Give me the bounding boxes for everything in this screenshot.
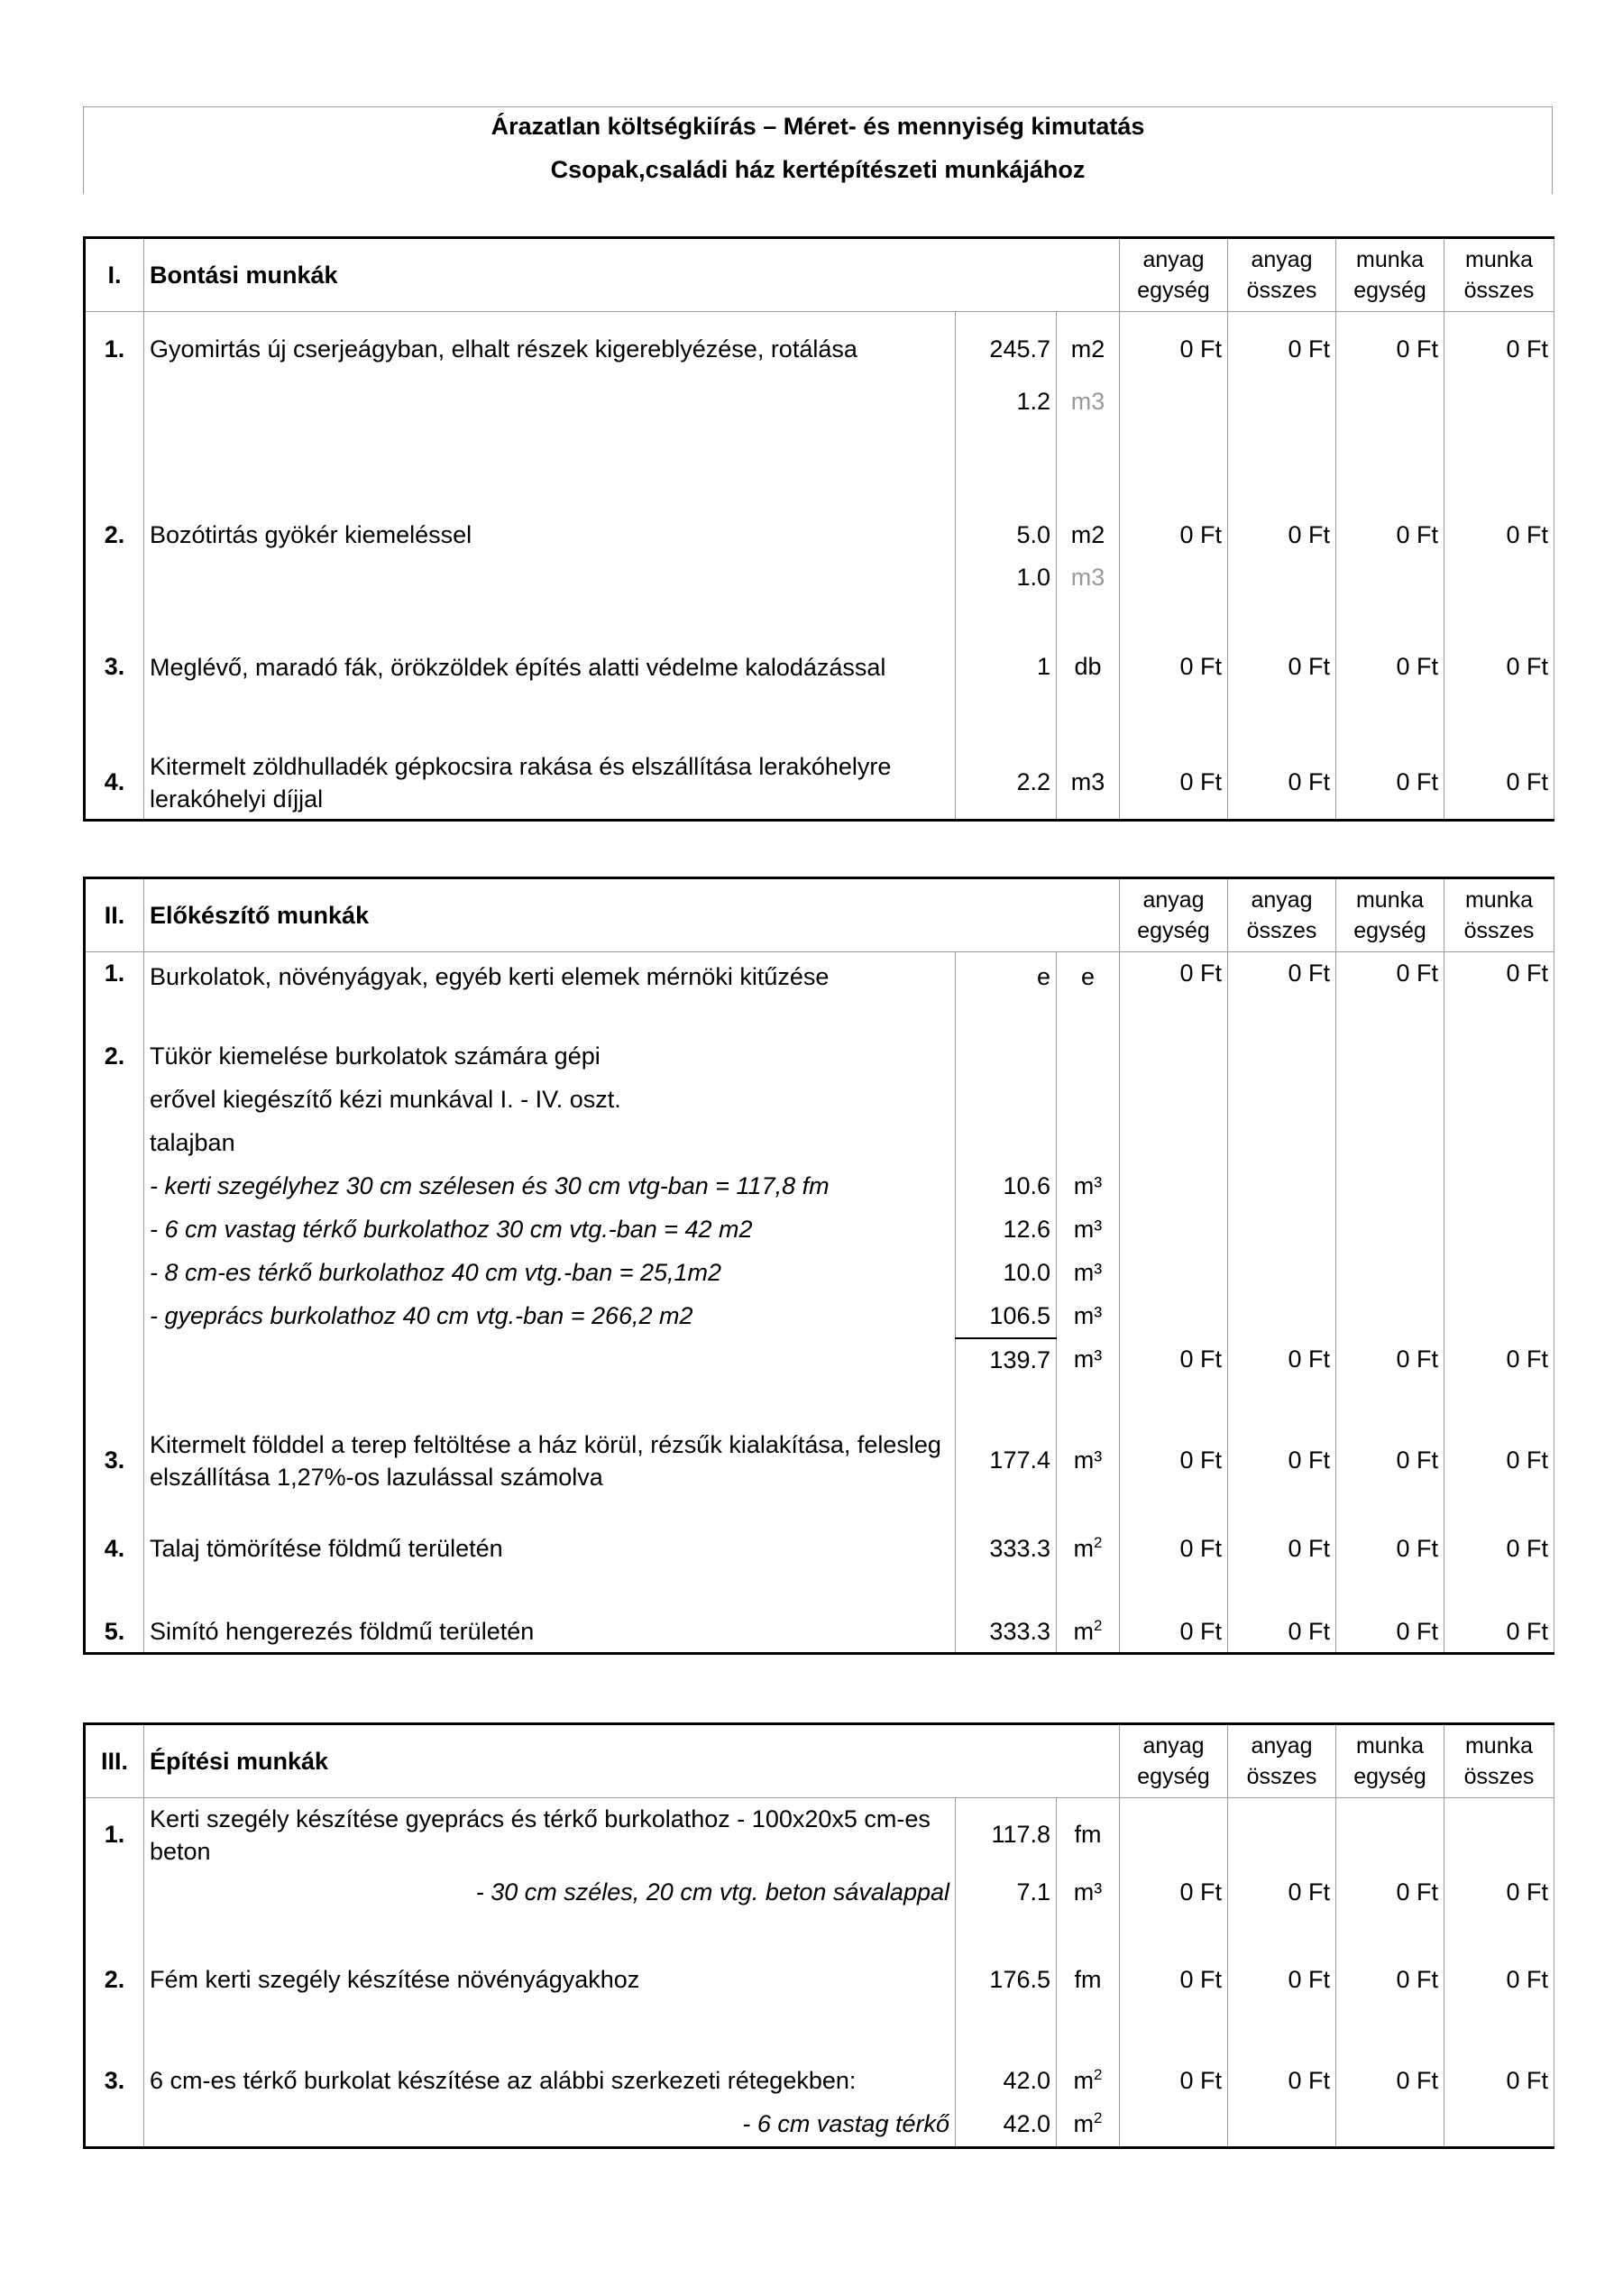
table-row — [85, 514, 1554, 557]
table-row-subtotal — [85, 1338, 1554, 1382]
anyag-osszes-value: 0 Ft — [1228, 1423, 1336, 1499]
anyag-egyseg-value: 0 Ft — [1120, 1612, 1228, 1654]
item-unit: $m^2$ — [1057, 2060, 1120, 2103]
section-header — [85, 878, 1554, 952]
document-subtitle: Csopak,családi ház kertépítészeti munkájához — [550, 156, 1086, 183]
item-unit: fm — [1057, 1959, 1120, 2002]
table-row — [85, 629, 1554, 705]
item-description: Kerti szegély készítése gyeprács és térkő burkolathoz - 100x20x5 cm-es beton — [144, 1798, 956, 1872]
col-header-munka-osszes: munka összes — [1444, 878, 1554, 952]
section-title: Bontási munkák — [144, 238, 1120, 312]
item-description: - kerti szegélyhez 30 cm szélesen és 30 cm vtg-ban = 117,8 fm — [144, 1165, 956, 1208]
table-row — [85, 952, 1554, 1003]
section-number: I. — [85, 238, 144, 312]
item-description: Burkolatok, növényágyak, egyéb kerti elemek mérnöki kitűzése — [144, 952, 956, 1003]
item-quantity: 117.8 — [956, 1798, 1057, 1872]
item-number: 3. — [85, 2060, 144, 2103]
munka-egyseg-value: 0 Ft — [1336, 2060, 1444, 2103]
anyag-osszes-value: 0 Ft — [1228, 952, 1336, 1003]
item-description: Gyomirtás új cserjeágyban, elhalt részek kigereblyézése, rotálása — [144, 312, 956, 388]
munka-osszes-value: 0 Ft — [1444, 1959, 1554, 2002]
table-row — [85, 1612, 1554, 1654]
item-description: talajban — [144, 1122, 956, 1165]
munka-egyseg-value: 0 Ft — [1336, 1526, 1444, 1573]
munka-osszes-value: 0 Ft — [1444, 629, 1554, 705]
item-number: 2. — [85, 1035, 144, 1079]
document-title: Árazatlan költségkiírás – Méret- és mennyiség kimutatás — [491, 113, 1145, 140]
item-unit: m2 — [1057, 514, 1120, 557]
table-row — [85, 557, 1554, 599]
table-row — [85, 1423, 1554, 1499]
munka-osszes-value: 0 Ft — [1444, 747, 1554, 821]
section-bontasi-table — [83, 236, 1554, 822]
item-number: 4. — [85, 1526, 144, 1573]
table-row — [85, 1122, 1554, 1165]
item-unit: $m^2$ — [1057, 1526, 1120, 1573]
table-row — [85, 1295, 1554, 1338]
item-number: 4. — [85, 747, 144, 821]
section-epitesi-table — [83, 1722, 1554, 2149]
table-row — [85, 1208, 1554, 1252]
anyag-egyseg-value: 0 Ft — [1120, 629, 1228, 705]
munka-egyseg-value: 0 Ft — [1336, 1423, 1444, 1499]
col-header-munka-osszes: munka összes — [1444, 238, 1554, 312]
document-title-box — [83, 106, 1553, 194]
munka-osszes-value: 0 Ft — [1444, 1338, 1554, 1382]
table-row — [85, 1252, 1554, 1295]
col-header-anyag-osszes: anyag összes — [1228, 878, 1336, 952]
item-quantity: 10.0 — [956, 1252, 1057, 1295]
section-number: III. — [85, 1724, 144, 1798]
table-row — [85, 312, 1554, 388]
item-number: 2. — [85, 514, 144, 557]
anyag-egyseg-value: 0 Ft — [1120, 514, 1228, 557]
col-header-anyag-egyseg: anyag egység — [1120, 238, 1228, 312]
item-quantity: 333.3 — [956, 1612, 1057, 1654]
anyag-osszes-value: 0 Ft — [1228, 2060, 1336, 2103]
item-quantity: 177.4 — [956, 1423, 1057, 1499]
item-number: 1. — [85, 1798, 144, 1872]
item-unit: m³ — [1057, 1872, 1120, 1914]
item-unit: m³ — [1057, 1208, 1120, 1252]
munka-egyseg-value: 0 Ft — [1336, 312, 1444, 388]
item-quantity: 333.3 — [956, 1526, 1057, 1573]
munka-egyseg-value: 0 Ft — [1336, 1872, 1444, 1914]
anyag-egyseg-value: 0 Ft — [1120, 312, 1228, 388]
item-description: - 8 cm-es térkő burkolathoz 40 cm vtg.-ban = 25,1m2 — [144, 1252, 956, 1295]
table-row — [85, 1079, 1554, 1122]
item-number: 2. — [85, 1959, 144, 2002]
item-description: Bozótirtás gyökér kiemeléssel — [144, 514, 956, 557]
item-unit: m³ — [1057, 1252, 1120, 1295]
item-description: Simító hengerezés földmű területén — [144, 1612, 956, 1654]
table-row — [85, 1959, 1554, 2002]
table-row — [85, 1872, 1554, 1914]
anyag-egyseg-value: 0 Ft — [1120, 2060, 1228, 2103]
anyag-egyseg-value: 0 Ft — [1120, 1526, 1228, 1573]
item-unit: db — [1057, 629, 1120, 705]
col-header-anyag-egyseg: anyag egység — [1120, 1724, 1228, 1798]
munka-osszes-value: 0 Ft — [1444, 2060, 1554, 2103]
item-description: - 6 cm vastag térkő burkolathoz 30 cm vtg.-ban = 42 m2 — [144, 1208, 956, 1252]
item-quantity: 1 — [956, 629, 1057, 705]
item-quantity: 7.1 — [956, 1872, 1057, 1914]
table-row — [85, 1165, 1554, 1208]
item-description: erővel kiegészítő kézi munkával I. - IV. oszt. — [144, 1079, 956, 1122]
anyag-egyseg-value: 0 Ft — [1120, 1338, 1228, 1382]
anyag-osszes-value: 0 Ft — [1228, 1959, 1336, 2002]
col-header-munka-egyseg: munka egység — [1336, 238, 1444, 312]
item-unit: m³ — [1057, 1338, 1120, 1382]
item-number: 1. — [85, 952, 144, 1003]
munka-osszes-value: 0 Ft — [1444, 1423, 1554, 1499]
munka-egyseg-value: 0 Ft — [1336, 1338, 1444, 1382]
col-header-munka-osszes: munka összes — [1444, 1724, 1554, 1798]
item-number: 3. — [85, 1423, 144, 1499]
item-quantity: 10.6 — [956, 1165, 1057, 1208]
section-header — [85, 238, 1554, 312]
munka-egyseg-value: 0 Ft — [1336, 747, 1444, 821]
item-quantity: 42.0 — [956, 2103, 1057, 2148]
munka-egyseg-value: 0 Ft — [1336, 629, 1444, 705]
item-description: Kitermelt földdel a terep feltöltése a ház körül, rézsűk kialakítása, felesleg elszállítása 1,27%-os lazulással számolva — [144, 1423, 956, 1499]
item-quantity: 1.2 — [956, 388, 1057, 424]
item-quantity: 12.6 — [956, 1208, 1057, 1252]
anyag-egyseg-value: 0 Ft — [1120, 747, 1228, 821]
munka-egyseg-value: 0 Ft — [1336, 1612, 1444, 1654]
munka-osszes-value: 0 Ft — [1444, 952, 1554, 1003]
item-description: 6 cm-es térkő burkolat készítése az alábbi szerkezeti rétegekben: — [144, 2060, 956, 2103]
table-row — [85, 2103, 1554, 2148]
item-unit: m³ — [1057, 1295, 1120, 1338]
section-title: Előkészítő munkák — [144, 878, 1120, 952]
munka-osszes-value: 0 Ft — [1444, 1612, 1554, 1654]
munka-egyseg-value: 0 Ft — [1336, 1959, 1444, 2002]
item-quantity: 106.5 — [956, 1295, 1057, 1338]
item-quantity: 139.7 — [956, 1338, 1057, 1382]
item-unit: m³ — [1057, 1423, 1120, 1499]
table-row — [85, 1798, 1554, 1872]
munka-egyseg-value: 0 Ft — [1336, 952, 1444, 1003]
anyag-osszes-value: 0 Ft — [1228, 747, 1336, 821]
table-row — [85, 388, 1554, 424]
munka-osszes-value: 0 Ft — [1444, 1872, 1554, 1914]
item-quantity: 5.0 — [956, 514, 1057, 557]
munka-egyseg-value: 0 Ft — [1336, 514, 1444, 557]
munka-osszes-value: 0 Ft — [1444, 514, 1554, 557]
item-unit: m3 — [1057, 388, 1120, 424]
section-elokeszito-table — [83, 877, 1554, 1655]
item-description: - 30 cm széles, 20 cm vtg. beton sávalappal — [144, 1872, 956, 1914]
item-description: Tükör kiemelése burkolatok számára gépi — [144, 1035, 956, 1079]
col-header-anyag-osszes: anyag összes — [1228, 1724, 1336, 1798]
section-number: II. — [85, 878, 144, 952]
table-row — [85, 1526, 1554, 1573]
anyag-egyseg-value: 0 Ft — [1120, 952, 1228, 1003]
item-unit: e — [1057, 952, 1120, 1003]
anyag-osszes-value: 0 Ft — [1228, 514, 1336, 557]
col-header-anyag-egyseg: anyag egység — [1120, 878, 1228, 952]
item-quantity: 245.7 — [956, 312, 1057, 388]
item-unit: $m^2$ — [1057, 2103, 1120, 2148]
item-unit: fm — [1057, 1798, 1120, 1872]
anyag-egyseg-value: 0 Ft — [1120, 1423, 1228, 1499]
table-row — [85, 747, 1554, 821]
col-header-anyag-osszes: anyag összes — [1228, 238, 1336, 312]
anyag-egyseg-value: 0 Ft — [1120, 1959, 1228, 2002]
item-quantity: 2.2 — [956, 747, 1057, 821]
table-row — [85, 2060, 1554, 2103]
item-number: 5. — [85, 1612, 144, 1654]
munka-osszes-value: 0 Ft — [1444, 312, 1554, 388]
anyag-osszes-value: 0 Ft — [1228, 1612, 1336, 1654]
anyag-osszes-value: 0 Ft — [1228, 312, 1336, 388]
anyag-osszes-value: 0 Ft — [1228, 1872, 1336, 1914]
anyag-egyseg-value: 0 Ft — [1120, 1872, 1228, 1914]
item-number: 1. — [85, 312, 144, 388]
item-description: - gyeprács burkolathoz 40 cm vtg.-ban = 266,2 m2 — [144, 1295, 956, 1338]
item-quantity: 1.0 — [956, 557, 1057, 599]
item-unit: m3 — [1057, 557, 1120, 599]
col-header-munka-egyseg: munka egység — [1336, 1724, 1444, 1798]
item-unit: m3 — [1057, 747, 1120, 821]
section-header — [85, 1724, 1554, 1798]
item-quantity: e — [956, 952, 1057, 1003]
anyag-osszes-value: 0 Ft — [1228, 629, 1336, 705]
item-quantity: 42.0 — [956, 2060, 1057, 2103]
col-header-munka-egyseg: munka egység — [1336, 878, 1444, 952]
item-unit: $m^2$ — [1057, 1612, 1120, 1654]
anyag-osszes-value: 0 Ft — [1228, 1526, 1336, 1573]
item-description: Fém kerti szegély készítése növényágyakhoz — [144, 1959, 956, 2002]
item-quantity: 176.5 — [956, 1959, 1057, 2002]
item-description: Kitermelt zöldhulladék gépkocsira rakása és elszállítása lerakóhelyre lerakóhelyi díjjal — [144, 747, 956, 821]
item-description: Meglévő, maradó fák, örökzöldek építés alatti védelme kalodázással — [144, 629, 956, 705]
item-number: 3. — [85, 629, 144, 705]
item-description: - 6 cm vastag térkő — [144, 2103, 956, 2148]
item-unit: m2 — [1057, 312, 1120, 388]
section-title: Építési munkák — [144, 1724, 1120, 1798]
item-description: Talaj tömörítése földmű területén — [144, 1526, 956, 1573]
munka-osszes-value: 0 Ft — [1444, 1526, 1554, 1573]
item-unit: m³ — [1057, 1165, 1120, 1208]
anyag-osszes-value: 0 Ft — [1228, 1338, 1336, 1382]
table-row — [85, 1035, 1554, 1079]
